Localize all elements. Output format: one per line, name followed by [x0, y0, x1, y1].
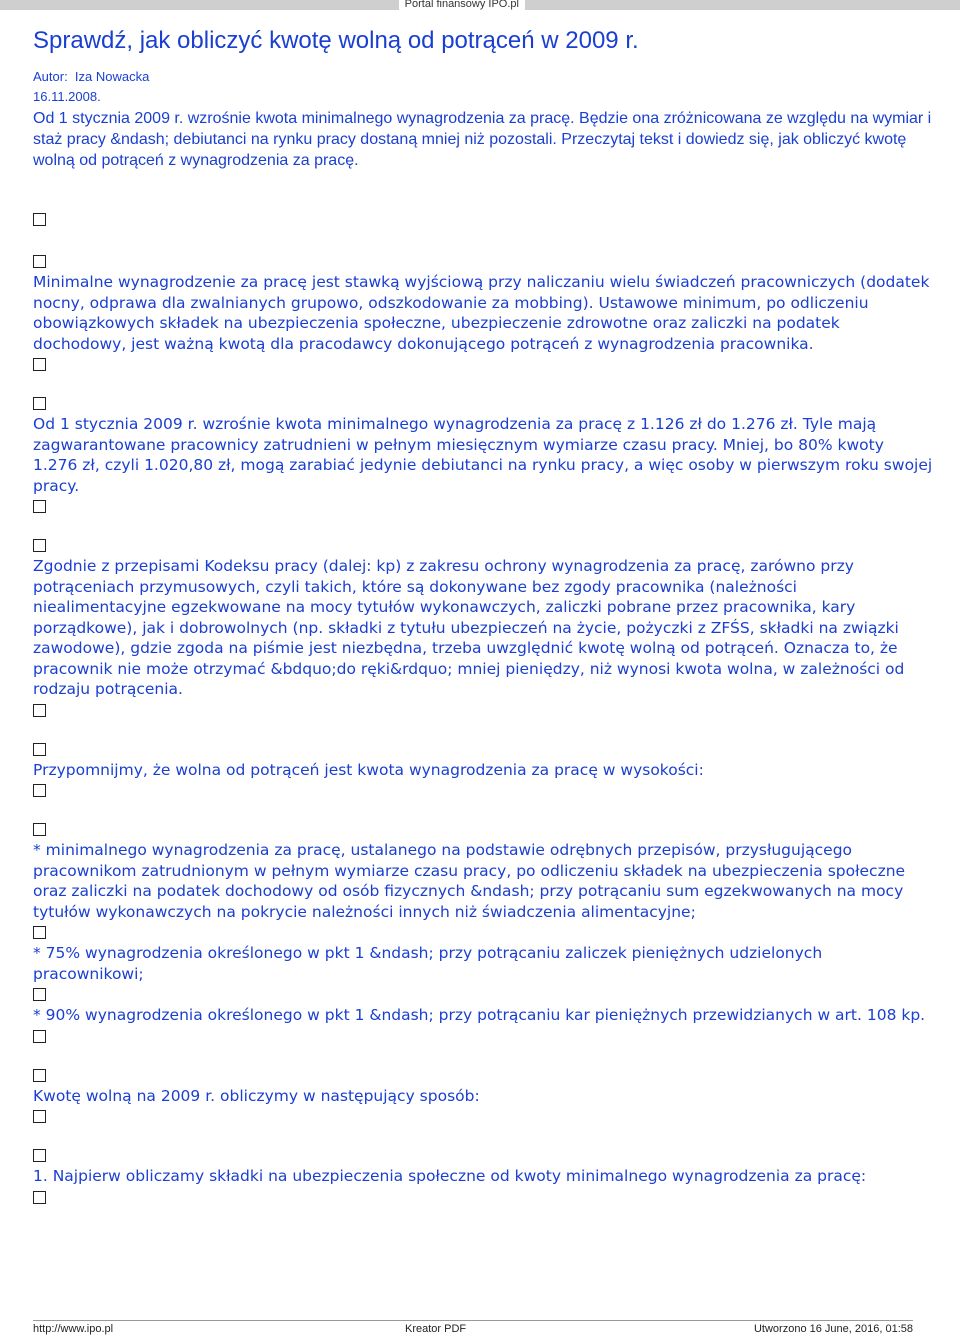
placeholder-box-icon [33, 784, 46, 797]
article-body [33, 209, 933, 1208]
list-item-1: * minimalnego wynagrodzenia za pracę, ustalanego na podstawie odrębnych przepisów, przysługującego pracownikom zatrudnionym w pełnym wymiarze czasu pracy, po odliczeniu składek na ubezpieczenia społeczne oraz zaliczki na podatek dochodowy od osób fizycznych &ndash; przy potrącaniu sum egzekwowanych na mocy tytułów wykonawczych na pokrycie należności innych niż świadczenia alimentacyjne; [33, 841, 906, 921]
footer-created-date: Utworzono 16 June, 2016, 01:58 [753, 1323, 913, 1335]
paragraph-4: Przypomnijmy, że wolna od potrąceń jest kwota wynagrodzenia za pracę w wysokości: [33, 760, 704, 779]
placeholder-box-icon [33, 1110, 46, 1123]
placeholder-box-icon [33, 926, 46, 939]
placeholder-box-icon [33, 743, 46, 756]
placeholder-box-icon [33, 1191, 46, 1204]
placeholder-box-icon [33, 1030, 46, 1043]
paragraph-6: 1. Najpierw obliczamy składki na ubezpieczenia społeczne od kwoty minimalnego wynagrodzenia za pracę: [33, 1167, 867, 1185]
placeholder-box-icon [33, 255, 46, 268]
list-item-3: * 90% wynagrodzenia określonego w pkt 1 &ndash; przy potrącaniu kar pieniężnych przewidzianych w art. 108 kp. [33, 1006, 926, 1024]
footer-creator: Kreator PDF [405, 1323, 467, 1335]
author-line [33, 67, 149, 87]
article-meta [33, 67, 149, 107]
site-banner-label: Portal finansowy IPO.pl [399, 0, 525, 10]
placeholder-box-icon [33, 823, 46, 836]
placeholder-box-icon [33, 1069, 46, 1082]
placeholder-box-icon [33, 988, 46, 1001]
author-name: Iza Nowacka [74, 69, 150, 84]
top-banner [0, 0, 960, 10]
placeholder-box-icon [33, 358, 46, 371]
publish-date: 16.11.2008. [33, 89, 101, 104]
paragraph-1: Minimalne wynagrodzenie za pracę jest stawką wyjściową przy naliczaniu wielu świadczeń pracowniczych (dodatek nocny, odprawa dla zwalnianych grupowo, odszkodowanie za mobbing). Ustawowe minimum, po odliczeniu obowiązkowych składek na ubezpieczenia społeczne, ubezpieczenie zdrowotne oraz zaliczki na podatek dochodowy, jest ważną kwotą dla pracodawcy dokonującego potrąceń z wynagrodzenia pracownika. [33, 273, 930, 353]
paragraph-2: Od 1 stycznia 2009 r. wzrośnie kwota minimalnego wynagrodzenia za pracę z 1.126 zł do 1.276 zł. Tyle mają zagwarantowane pracownicy zatrudnieni w pełnym miesięcznym wymiarze czasu pracy. Mniej, bo 80% kwoty 1.276 zł, czyli 1.020,80 zł, mogą zarabiać jedynie debiutanci na rynku pracy, a więc osoby w pierwszym roku swojej pracy. [33, 415, 933, 495]
list-item-2: * 75% wynagrodzenia określonego w pkt 1 &ndash; przy potrącaniu zaliczek pieniężnych udzielonych pracownikowi; [33, 944, 823, 983]
placeholder-box-icon [33, 1149, 46, 1162]
paragraph-5: Kwotę wolną na 2009 r. obliczymy w następujący sposób: [33, 1086, 480, 1105]
author-label: Autor: [33, 69, 68, 84]
lead-paragraph: Od 1 stycznia 2009 r. wzrośnie kwota minimalnego wynagrodzenia za pracę. Będzie ona zróżnicowana ze względu na wymiar i staż pracy &ndash; debiutanci na rynku pracy dostaną mniej niż pozostali. Przeczytaj tekst i dowiedz się, jak obliczyć kwotę wolną od potrąceń z wynagrodzenia za pracę. [33, 110, 932, 169]
footer-url-link[interactable]: http://www.ipo.pl [33, 1323, 114, 1335]
placeholder-box-icon [33, 704, 46, 717]
document-title: Sprawdź, jak obliczyć kwotę wolną od potrąceń w 2009 r. [33, 27, 639, 54]
paragraph-3: Zgodnie z przepisami Kodeksu pracy (dalej: kp) z zakresu ochrony wynagrodzenia za pracę, zarówno przy potrąceniach przymusowych, czyli takich, które są dokonywane bez zgody pracownika (należności niealimentacyjne egzekwowane na mocy tytułów wykonawczych, zaliczki pobrane przez pracownika, kary porządkowe), jak i dobrowolnych (np. składki z tytułu ubezpieczeń na życie, pożyczki z ZFŚS, składki na związki zawodowe), gdzie zgoda na piśmie jest niezbędna, trzeba uwzględnić kwotę wolną od potrąceń. Oznacza to, że pracownik nie może otrzymać &bdquo;do ręki&rdquo; mniej pieniędzy, niż wynosi kwota wolna, w zależności od rodzaju potrącenia. [33, 557, 905, 698]
placeholder-box-icon [33, 397, 46, 410]
footer-divider [33, 1320, 913, 1321]
placeholder-box-icon [33, 213, 46, 226]
page-footer [33, 1323, 913, 1337]
placeholder-box-icon [33, 500, 46, 513]
placeholder-box-icon [33, 539, 46, 552]
